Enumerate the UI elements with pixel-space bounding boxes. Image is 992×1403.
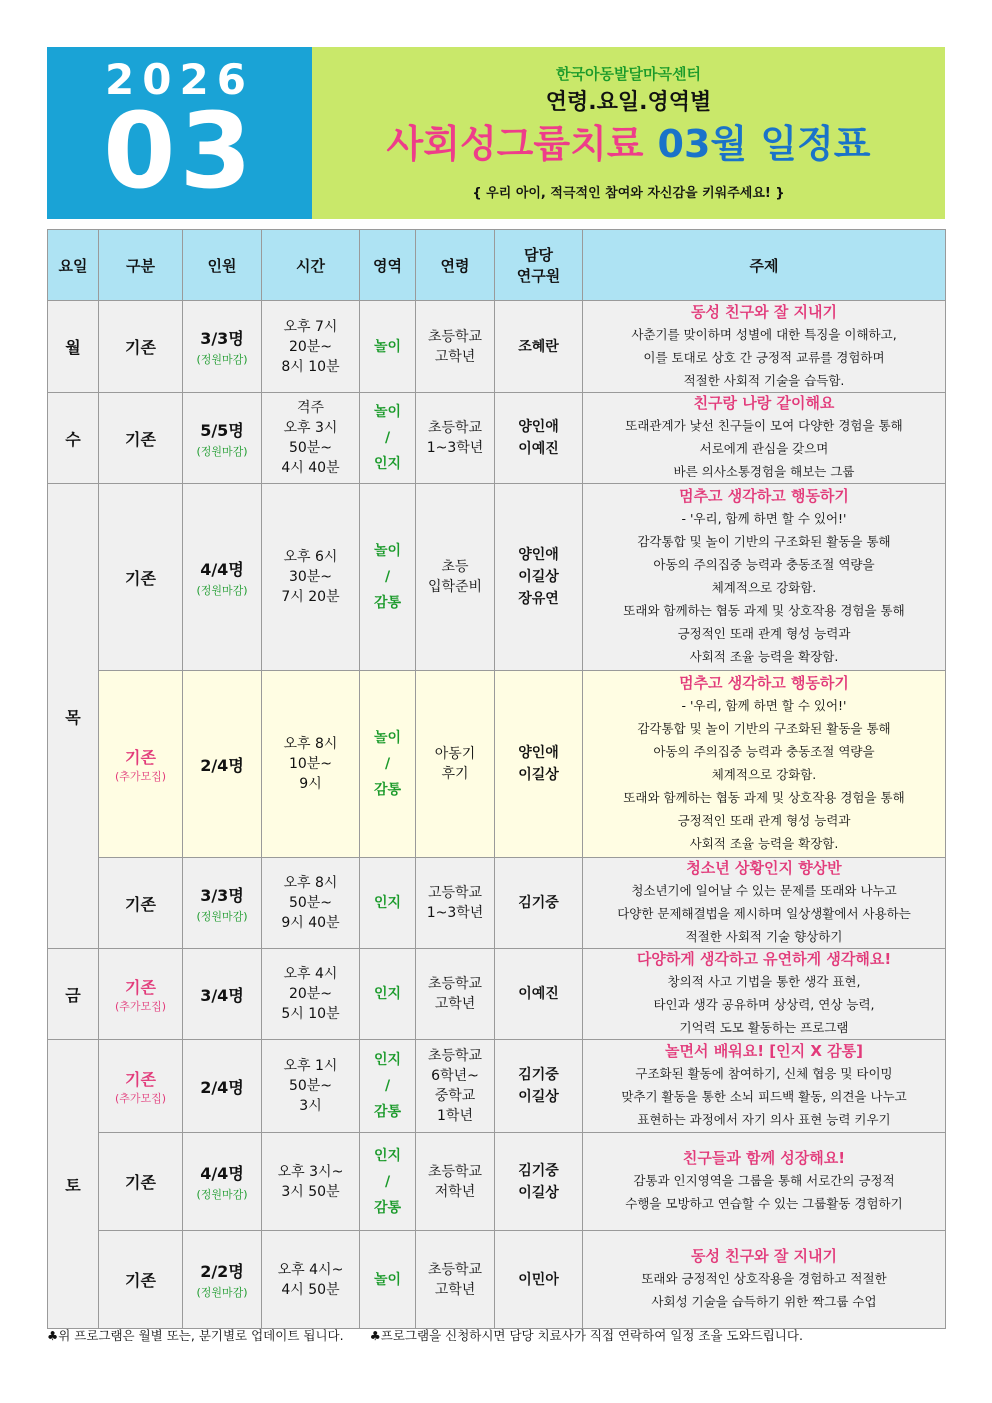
topic-line: 바른 의사소통경험을 해보는 그룹	[673, 464, 855, 479]
topic-line: 사회적 조율 능력을 확장함.	[689, 836, 839, 851]
topic-line: 창의적 사고 기법을 통한 생각 표현,	[667, 974, 861, 989]
table-row	[48, 1231, 946, 1329]
teacher-cell	[495, 301, 583, 393]
area-cell	[360, 393, 416, 484]
title-month: 03월 일정표	[657, 122, 871, 166]
type-label: 기존	[125, 1271, 156, 1290]
title-box	[312, 47, 945, 219]
age-line: 저학년	[434, 1183, 476, 1200]
table-row	[48, 484, 946, 671]
age-line: 초등학교	[427, 1048, 483, 1064]
capacity-note: (정원마감)	[196, 583, 248, 597]
time-line: 5시 10분	[281, 1006, 340, 1022]
area-line: 감통	[373, 1104, 402, 1120]
topic-line: 감각통합 및 놀이 기반의 구조화된 활동을 통해	[637, 534, 891, 549]
footer-note-2: ♣프로그램을 신청하시면 담당 치료사가 직접 연락하여 일정 조율 도와드립니다.	[369, 1328, 803, 1343]
type-cell	[99, 949, 183, 1040]
area-line: 인지	[373, 456, 402, 472]
age-cell	[416, 671, 495, 858]
time-line: 오후 3시~	[277, 1163, 344, 1180]
age-line: 입학준비	[427, 579, 483, 595]
topic-cell	[583, 1040, 946, 1133]
teacher-cell	[495, 484, 583, 671]
year-label: 2026	[105, 55, 254, 104]
time-line: 3시	[299, 1098, 322, 1114]
area-line: /	[384, 569, 391, 585]
topic-line: 구조화된 활동에 참여하기, 신체 협응 및 타이밍	[635, 1066, 893, 1081]
age-line: 초등학교	[427, 1163, 483, 1180]
col-teacher-2: 연구원	[516, 267, 561, 285]
page-title	[312, 113, 945, 168]
capacity-note: (정원마감)	[196, 444, 248, 458]
time-line: 20분~	[288, 338, 333, 355]
year-month-box	[47, 47, 312, 219]
age-line: 고등학교	[427, 885, 483, 901]
teacher-name: 이길상	[518, 569, 559, 585]
col-topic: 주제	[583, 230, 946, 301]
teacher-name: 장유연	[518, 591, 559, 607]
capacity-value: 3/4명	[200, 985, 244, 1005]
age-cell	[416, 949, 495, 1040]
type-cell	[99, 1133, 183, 1231]
age-cell	[416, 1133, 495, 1231]
area-cell	[360, 1133, 416, 1231]
topic-line: 다양한 문제해결법을 제시하며 일상생활에서 사용하는	[617, 906, 911, 921]
age-line: 1학년	[437, 1108, 473, 1124]
col-age: 연령	[416, 230, 495, 301]
time-line: 20분~	[288, 986, 333, 1002]
area-line: 놀이	[373, 338, 402, 355]
type-label: 기존	[125, 338, 156, 357]
table-row	[48, 1133, 946, 1231]
area-line: /	[384, 1173, 391, 1190]
capacity-value: 4/4명	[200, 1164, 244, 1183]
teacher-name: 조혜란	[518, 338, 559, 355]
time-line: 오후 8시	[283, 875, 338, 891]
age-line: 후기	[441, 766, 469, 782]
area-cell	[360, 858, 416, 949]
type-label: 기존	[125, 977, 156, 997]
time-cell	[262, 301, 360, 393]
capacity-note: (정원마감)	[196, 1286, 248, 1299]
time-line: 오후 7시	[283, 318, 338, 335]
col-capacity: 인원	[183, 230, 262, 301]
type-label: 기존	[125, 568, 156, 588]
time-line: 격주	[296, 400, 325, 416]
topic-cell	[583, 1231, 946, 1329]
area-cell	[360, 1040, 416, 1133]
col-teacher	[495, 230, 583, 301]
teacher-cell	[495, 1040, 583, 1133]
type-label: 기존	[125, 894, 156, 914]
topic-line: 기억력 도모 활동하는 프로그램	[679, 1020, 849, 1035]
time-cell	[262, 1040, 360, 1133]
area-line: 인지	[373, 986, 402, 1002]
time-line: 오후 6시	[283, 549, 338, 565]
col-teacher-1: 담당	[524, 246, 553, 264]
topic-line: 체계적으로 강화함.	[711, 767, 817, 782]
table-row	[48, 949, 946, 1040]
area-line: /	[384, 1078, 391, 1094]
capacity-cell	[183, 1133, 262, 1231]
age-line: 아동기	[434, 746, 476, 762]
topic-line: 적절한 사회적 기술을 습득함.	[683, 372, 845, 388]
area-line: /	[384, 756, 391, 772]
footer-note-1: ♣위 프로그램은 월별 또는, 분기별로 업데이트 됩니다.	[47, 1328, 344, 1343]
type-label: 기존	[125, 1069, 156, 1089]
type-note: (추가모집)	[114, 1091, 167, 1105]
capacity-cell	[183, 1231, 262, 1329]
capacity-cell	[183, 393, 262, 484]
type-label: 기존	[125, 429, 156, 449]
capacity-value: 2/4명	[200, 1077, 244, 1097]
title-main: 사회성그룹치료	[386, 122, 644, 166]
time-line: 오후 3시	[283, 420, 338, 436]
time-line: 10분~	[288, 756, 333, 772]
time-line: 오후 4시~	[277, 1261, 344, 1278]
topic-line: 수행을 모방하고 연습할 수 있는 그룹활동 경험하기	[625, 1196, 903, 1211]
day-cell: 금	[48, 949, 99, 1040]
capacity-value: 2/4명	[200, 755, 244, 775]
time-line: 8시 10분	[281, 358, 340, 375]
topic-line: 청소년기에 일어날 수 있는 문제를 또래와 나누고	[631, 883, 897, 898]
teacher-name: 이민아	[518, 1271, 559, 1288]
teacher-name: 김기중	[518, 1067, 559, 1083]
time-cell	[262, 858, 360, 949]
topic-line: 맞추기 활동을 통한 소뇌 피드백 활동, 의견을 나누고	[621, 1089, 907, 1104]
teacher-name: 양인애	[518, 419, 559, 435]
day-cell: 월	[48, 301, 99, 393]
area-line: 인지	[373, 1147, 402, 1164]
area-line: 감통	[373, 595, 402, 611]
table-row	[48, 301, 946, 393]
topic-title: 친구들과 함께 성장해요!	[682, 1149, 846, 1167]
topic-title: 동성 친구와 잘 지내기	[690, 302, 838, 321]
page-header	[47, 47, 945, 219]
capacity-cell	[183, 949, 262, 1040]
topic-line: - '우리, 함께 하면 할 수 있어!'	[681, 698, 847, 713]
capacity-cell	[183, 858, 262, 949]
teacher-name: 김기중	[518, 895, 559, 911]
area-line: 놀이	[373, 404, 402, 420]
time-line: 4시 50분	[281, 1281, 340, 1298]
topic-line: 아동의 주의집중 능력과 충동조절 역량을	[653, 744, 875, 759]
day-cell: 토	[48, 1040, 99, 1329]
topic-cell	[583, 858, 946, 949]
topic-title: 동성 친구와 잘 지내기	[690, 1247, 838, 1265]
topic-line: 아동의 주의집중 능력과 충동조절 역량을	[653, 557, 875, 572]
table-header-row	[48, 230, 946, 301]
center-name: 한국아동발달마곡센터	[556, 65, 701, 83]
col-time: 시간	[262, 230, 360, 301]
topic-line: 이를 토대로 상호 간 긍정적 교류를 경험하며	[643, 349, 885, 365]
capacity-value: 5/5명	[200, 420, 244, 440]
teacher-cell	[495, 949, 583, 1040]
time-line: 9시	[299, 776, 322, 792]
type-label: 기존	[125, 1173, 156, 1192]
age-line: 초등학교	[427, 1261, 483, 1278]
topic-line: 감통과 인지영역을 그룹을 통해 서로간의 긍정적	[633, 1173, 895, 1188]
age-cell	[416, 858, 495, 949]
time-cell	[262, 1133, 360, 1231]
col-area: 영역	[360, 230, 416, 301]
capacity-cell	[183, 671, 262, 858]
teacher-cell	[495, 393, 583, 484]
topic-cell	[583, 949, 946, 1040]
time-cell	[262, 393, 360, 484]
teacher-name: 양인애	[518, 745, 559, 761]
time-line: 50분~	[288, 440, 333, 456]
schedule-table	[47, 229, 946, 1329]
capacity-note: (정원마감)	[196, 353, 248, 366]
capacity-cell	[183, 301, 262, 393]
topic-line: 사회적 조율 능력을 확장함.	[689, 649, 839, 664]
capacity-value: 2/2명	[200, 1262, 244, 1281]
topic-title: 다양하게 생각하고 유연하게 생각해요!	[636, 950, 892, 968]
area-line: 인지	[373, 895, 402, 911]
subtitle: 연령.요일.영역별	[545, 90, 712, 115]
teacher-name: 이길상	[518, 1184, 559, 1201]
time-line: 9시 40분	[281, 915, 340, 931]
type-cell	[99, 1040, 183, 1133]
time-line: 3시 50분	[281, 1183, 340, 1200]
teacher-name: 이길상	[518, 1089, 559, 1105]
area-line: /	[384, 430, 391, 446]
teacher-name: 이예진	[518, 986, 559, 1002]
time-cell	[262, 1231, 360, 1329]
teacher-cell	[495, 858, 583, 949]
topic-line: 사춘기를 맞이하며 성별에 대한 특징을 이해하고,	[631, 326, 897, 342]
teacher-name: 양인애	[518, 547, 559, 563]
type-cell	[99, 484, 183, 671]
topic-title: 멈추고 생각하고 행동하기	[679, 487, 849, 505]
area-cell	[360, 671, 416, 858]
age-line: 1~3학년	[426, 440, 484, 456]
teacher-name: 이예진	[518, 441, 559, 457]
time-cell	[262, 484, 360, 671]
topic-title: 멈추고 생각하고 행동하기	[679, 674, 849, 692]
age-cell	[416, 1231, 495, 1329]
topic-cell	[583, 671, 946, 858]
topic-line: - '우리, 함께 하면 할 수 있어!'	[681, 511, 847, 526]
topic-line: 긍정적인 또래 관계 형성 능력과	[677, 626, 851, 641]
col-day: 요일	[48, 230, 99, 301]
table-row	[48, 393, 946, 484]
topic-line: 적절한 사회적 기술 향상하기	[685, 929, 843, 944]
topic-cell	[583, 484, 946, 671]
age-line: 초등학교	[427, 420, 483, 436]
area-line: 놀이	[373, 543, 402, 559]
age-line: 초등학교	[427, 328, 483, 345]
age-line: 고학년	[434, 1281, 476, 1298]
age-cell	[416, 484, 495, 671]
topic-title: 청소년 상황인지 향상반	[686, 859, 842, 877]
teacher-name: 김기중	[518, 1162, 559, 1179]
slogan: { 우리 아이, 적극적인 참여와 자신감을 키워주세요! }	[472, 186, 785, 201]
month-label: 03	[103, 90, 256, 212]
time-cell	[262, 671, 360, 858]
time-line: 오후 8시	[283, 736, 338, 752]
age-cell	[416, 301, 495, 393]
schedule-body	[48, 301, 946, 1329]
topic-cell	[583, 393, 946, 484]
type-cell	[99, 858, 183, 949]
type-cell	[99, 393, 183, 484]
time-line: 50분~	[288, 1078, 333, 1094]
col-type: 구분	[99, 230, 183, 301]
table-row	[48, 671, 946, 858]
capacity-value: 3/3명	[200, 885, 244, 905]
area-line: 놀이	[373, 730, 402, 746]
time-line: 오후 4시	[283, 966, 338, 982]
day-cell: 수	[48, 393, 99, 484]
topic-line: 서로에게 관심을 갖으며	[699, 441, 829, 456]
age-line: 초등	[441, 559, 469, 575]
age-line: 중학교	[434, 1088, 476, 1104]
table-row	[48, 1040, 946, 1133]
capacity-cell	[183, 1040, 262, 1133]
footer-notes	[47, 1326, 967, 1344]
type-cell	[99, 1231, 183, 1329]
age-line: 고학년	[434, 996, 476, 1012]
type-note: (추가모집)	[114, 999, 167, 1013]
time-line: 7시 20분	[281, 589, 340, 605]
topic-line: 타인과 생각 공유하며 상상력, 연상 능력,	[653, 997, 875, 1012]
age-line: 6학년~	[431, 1068, 479, 1084]
topic-line: 감각통합 및 놀이 기반의 구조화된 활동을 통해	[637, 721, 891, 736]
time-line: 30분~	[288, 569, 333, 585]
age-cell	[416, 393, 495, 484]
topic-title: 놀면서 배워요! [인지 X 감통]	[665, 1042, 863, 1060]
topic-line: 또래와 함께하는 협동 과제 및 상호작용 경험을 통해	[623, 790, 905, 805]
age-line: 초등학교	[427, 976, 483, 992]
time-cell	[262, 949, 360, 1040]
teacher-cell	[495, 671, 583, 858]
type-label: 기존	[125, 747, 156, 767]
day-cell: 목	[48, 484, 99, 949]
topic-line: 표현하는 과정에서 자기 의사 표현 능력 키우기	[637, 1112, 891, 1127]
topic-cell	[583, 1133, 946, 1231]
topic-line: 또래와 긍정적인 상호작용을 경험하고 적절한	[641, 1271, 887, 1286]
time-line: 4시 40분	[281, 460, 340, 476]
topic-line: 체계적으로 강화함.	[711, 580, 817, 595]
area-line: 인지	[373, 1052, 402, 1068]
area-line: 감통	[373, 782, 402, 798]
type-cell	[99, 301, 183, 393]
age-line: 고학년	[434, 348, 476, 365]
age-cell	[416, 1040, 495, 1133]
table-row	[48, 858, 946, 949]
capacity-note: (정원마감)	[196, 1188, 248, 1201]
area-cell	[360, 484, 416, 671]
time-line: 오후 1시	[283, 1058, 338, 1074]
type-cell	[99, 671, 183, 858]
time-line: 50분~	[288, 895, 333, 911]
topic-line: 긍정적인 또래 관계 형성 능력과	[677, 813, 851, 828]
topic-line: 또래와 함께하는 협동 과제 및 상호작용 경험을 통해	[623, 603, 905, 618]
capacity-cell	[183, 484, 262, 671]
area-cell	[360, 1231, 416, 1329]
area-line: 놀이	[373, 1271, 402, 1288]
teacher-cell	[495, 1231, 583, 1329]
topic-cell	[583, 301, 946, 393]
area-cell	[360, 949, 416, 1040]
topic-line: 또래관계가 낯선 친구들이 모여 다양한 경험을 통해	[625, 418, 903, 433]
capacity-value: 3/3명	[200, 329, 244, 348]
age-line: 1~3학년	[426, 905, 484, 921]
teacher-name: 이길상	[518, 767, 559, 783]
type-note: (추가모집)	[114, 769, 167, 783]
area-line: 감통	[373, 1199, 402, 1216]
topic-line: 사회성 기술을 습득하기 위한 짝그룹 수업	[651, 1294, 877, 1309]
capacity-value: 4/4명	[200, 559, 244, 579]
topic-title: 친구랑 나랑 같이해요	[693, 394, 835, 412]
area-cell	[360, 301, 416, 393]
capacity-note: (정원마감)	[196, 909, 248, 923]
teacher-cell	[495, 1133, 583, 1231]
